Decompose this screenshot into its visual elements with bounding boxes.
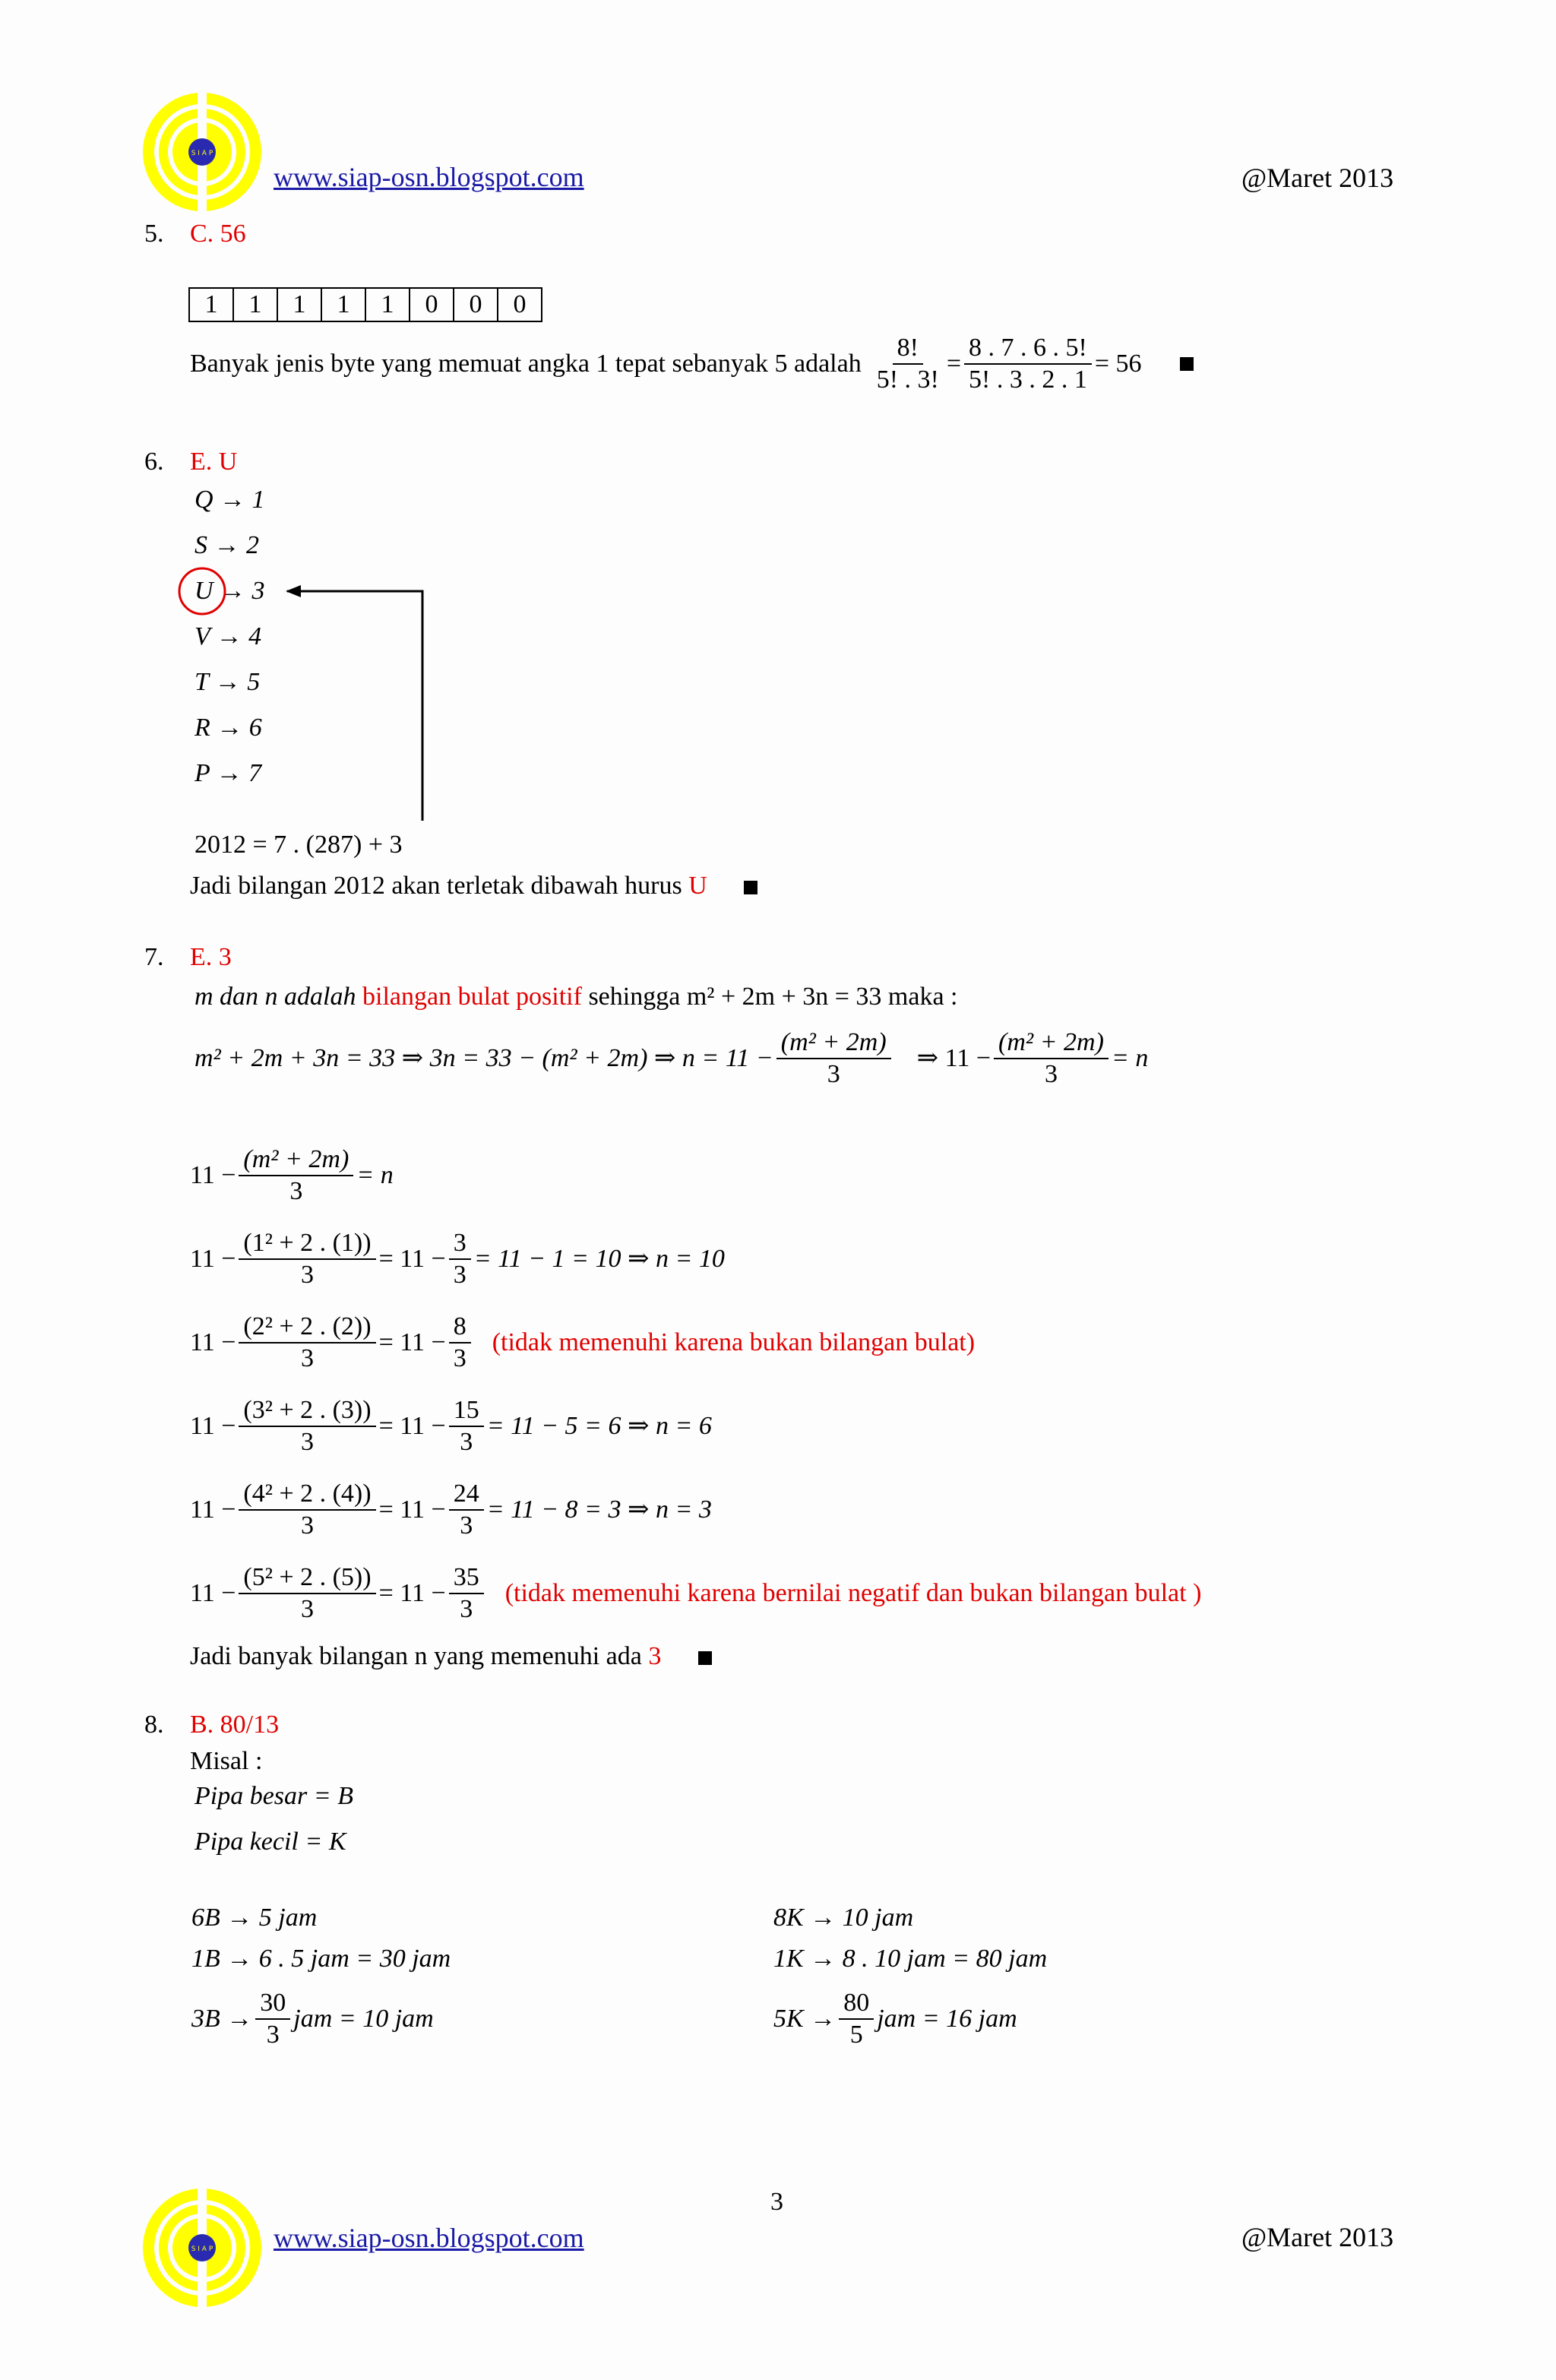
denominator: 3 (289, 1177, 303, 1205)
numerator: 15 (449, 1395, 484, 1427)
bit-cell: 0 (498, 288, 542, 321)
q8-misal: Misal : (190, 1747, 263, 1775)
q8-right-2: 1K → 8 . 10 jam = 80 jam (773, 1945, 1048, 1973)
q7-step-1-text: m² + 2m + 3n = 33 ⇒ 3n = 33 − (m² + 2m) ⇒ n = 11 − (194, 1044, 773, 1072)
q6-number: 6. (144, 448, 164, 476)
row-fraction (239, 1228, 375, 1290)
q5-f2-denominator: 5! . 3 . 2 . 1 (969, 366, 1087, 394)
row-result: = 11 − 5 = 6 ⇒ n = 6 (486, 1412, 712, 1440)
mapping-row: U → 3 (194, 577, 265, 605)
bit-cell: 1 (321, 288, 365, 321)
row-fraction (239, 1479, 375, 1541)
row-fraction (239, 1562, 375, 1625)
q5-f1-numerator: 8! (893, 333, 923, 365)
end-mark-icon (698, 1651, 712, 1665)
q8-left-2: 1B → 6 . 5 jam = 30 jam (191, 1945, 451, 1973)
numerator: (2² + 2 . (2)) (239, 1312, 375, 1343)
q6-answer: E. U (190, 448, 238, 476)
q6-conclusion (190, 871, 757, 901)
numerator: 3 (449, 1228, 471, 1260)
q8-answer: B. 80/13 (190, 1711, 280, 1739)
row-note: (tidak memenuhi karena bernilai negatif dan bukan bilangan bulat ) (504, 1579, 1202, 1607)
q7-number: 7. (144, 943, 164, 971)
denominator: 3 (460, 1428, 473, 1456)
byte-table (188, 287, 542, 322)
q7-base-equation (190, 1144, 394, 1207)
mapping-row: Q → 1 (194, 486, 265, 514)
row-fraction (239, 1312, 375, 1374)
denominator: 3 (266, 2021, 280, 2049)
q8-left-1: 6B → 5 jam (191, 1904, 318, 1932)
prefix: 3B → (191, 2005, 253, 2033)
row-fraction-2 (449, 1479, 484, 1541)
row-fraction-2 (449, 1312, 471, 1374)
mapping-row: P → 7 (194, 759, 262, 787)
header-link[interactable]: www.siap-osn.blogspot.com (274, 162, 584, 192)
q7-step-1-fraction-a (776, 1027, 891, 1090)
suffix: jam = 10 jam (293, 2005, 434, 2033)
numerator: (1² + 2 . (1)) (239, 1228, 375, 1260)
q7-step-1-mid: ⇒ 11 − (916, 1044, 991, 1072)
header-date: @Maret 2013 (1241, 163, 1394, 193)
row-prefix: 11 − (190, 1412, 236, 1440)
q7-step-1-end: = n (1111, 1044, 1149, 1072)
row-note: (tidak memenuhi karena bukan bilangan bulat) (492, 1328, 976, 1356)
q7-row-5 (190, 1562, 1201, 1625)
denominator: 3 (453, 1344, 466, 1372)
q7-row-2 (190, 1312, 975, 1374)
denominator: 3 (301, 1511, 314, 1540)
denominator: 3 (453, 1261, 466, 1289)
row-mid: = 11 − (378, 1579, 446, 1607)
mapping-row: T → 5 (194, 668, 261, 696)
denominator: 3 (1044, 1060, 1058, 1088)
denominator: 5 (849, 2021, 863, 2049)
end-mark-icon (1180, 357, 1194, 371)
row-prefix: 11 − (190, 1245, 236, 1273)
q7-conclusion-text: Jadi banyak bilangan n yang memenuhi ada (190, 1642, 642, 1670)
numerator: (3² + 2 . (3)) (239, 1395, 375, 1427)
q7-row-1 (190, 1228, 725, 1290)
q5-f1-denominator: 5! . 3! (876, 366, 939, 394)
denominator: 3 (301, 1428, 314, 1456)
q7-intro-b: sehingga m² + 2m + 3n = 33 maka : (588, 983, 958, 1011)
numerator: 30 (255, 1988, 290, 2020)
numerator: (m² + 2m) (776, 1027, 891, 1059)
q7-row-3 (190, 1395, 712, 1457)
numerator: (m² + 2m) (994, 1027, 1108, 1059)
q7-intro-highlight: bilangan bulat positif (362, 983, 582, 1011)
row-mid: = 11 − (378, 1328, 446, 1356)
q8-def-1: Pipa besar = B (194, 1782, 353, 1810)
suffix: jam = 16 jam (877, 2005, 1017, 2033)
row-mid: = 11 − (378, 1245, 446, 1273)
numerator: (5² + 2 . (5)) (239, 1562, 375, 1594)
bit-cell: 1 (277, 288, 321, 321)
base-fraction (239, 1144, 353, 1207)
bit-cell: 1 (233, 288, 277, 321)
bit-cell: 0 (410, 288, 454, 321)
mapping-row: V → 4 (194, 622, 262, 650)
q5-f2-numerator: 8 . 7 . 6 . 5! (964, 333, 1092, 365)
bit-cell: 0 (454, 288, 498, 321)
denominator: 3 (301, 1261, 314, 1289)
q5-number: 5. (144, 220, 164, 248)
row-fraction-2 (449, 1228, 471, 1290)
footer-date: @Maret 2013 (1241, 2222, 1394, 2252)
q7-row-4 (190, 1479, 712, 1541)
numerator: (m² + 2m) (239, 1144, 353, 1176)
mapping-row: R → 6 (194, 714, 262, 742)
q7-conclusion-answer: 3 (648, 1642, 662, 1670)
denominator: 3 (460, 1511, 473, 1540)
q8-def-2: Pipa kecil = K (194, 1828, 346, 1856)
svg-text:S I A P: S I A P (191, 2245, 213, 2253)
q8-left-3 (191, 1988, 434, 2050)
q7-step-1 (194, 1027, 1148, 1090)
page-number: 3 (770, 2188, 783, 2216)
row-prefix: 11 − (190, 1579, 236, 1607)
q5-text: Banyak jenis byte yang memuat angka 1 tepat sebanyak 5 adalah (190, 350, 862, 378)
end-mark-icon (744, 881, 757, 894)
row-result: = 11 − 1 = 10 ⇒ n = 10 (473, 1245, 725, 1273)
base-suffix: = n (356, 1161, 394, 1189)
logo-icon (141, 2187, 263, 2309)
row-mid: = 11 − (378, 1495, 446, 1524)
numerator: (4² + 2 . (4)) (239, 1479, 375, 1511)
q5-fraction-2 (964, 333, 1092, 395)
q6-conclusion-answer: U (688, 872, 707, 900)
logo-icon (141, 91, 263, 213)
q5-answer: C. 56 (190, 220, 246, 248)
q8-right-1: 8K → 10 jam (773, 1904, 914, 1932)
numerator: 24 (449, 1479, 484, 1511)
row-prefix: 11 − (190, 1328, 236, 1356)
mapping-row: S → 2 (194, 531, 259, 559)
q5-result: = 56 (1094, 350, 1142, 378)
numerator: 8 (449, 1312, 471, 1343)
base-prefix: 11 − (190, 1161, 236, 1189)
row-result: = 11 − 8 = 3 ⇒ n = 3 (486, 1495, 712, 1524)
footer-link[interactable]: www.siap-osn.blogspot.com (274, 2223, 584, 2253)
row-mid: = 11 − (378, 1412, 446, 1440)
row-fraction-2 (449, 1562, 484, 1625)
denominator: 3 (460, 1595, 473, 1623)
denominator: 3 (827, 1060, 840, 1088)
bit-cell: 1 (365, 288, 410, 321)
q5-fraction-1 (872, 333, 944, 395)
denominator: 3 (301, 1595, 314, 1623)
q8-number: 8. (144, 1711, 164, 1739)
numerator: 80 (839, 1988, 874, 2020)
fraction (255, 1988, 290, 2050)
q8-right-3 (773, 1988, 1017, 2050)
arrow-pointer-icon (175, 562, 433, 828)
q6-conclusion-text: Jadi bilangan 2012 akan terletak dibawah hurus (190, 872, 682, 900)
q6-equation: 2012 = 7 . (287) + 3 (194, 831, 403, 859)
q7-step-1-fraction-b (994, 1027, 1108, 1090)
row-fraction-2 (449, 1395, 484, 1457)
q7-conclusion (190, 1641, 712, 1672)
prefix: 5K → (773, 2005, 837, 2033)
svg-text:S I A P: S I A P (191, 150, 213, 157)
bit-cell: 1 (189, 288, 233, 321)
row-fraction (239, 1395, 375, 1457)
q5-statement: Banyak jenis byte yang memuat angka 1 tepat sebanyak 5 adalah $\frac{8!}{5! . 3!}$ = $\frac{8 . 7 . 6 . 5!}{5! . 3 . 2 . 1}$ = 56 (190, 333, 1194, 395)
q7-intro-a: m dan n adalah (194, 983, 356, 1011)
fraction (839, 1988, 874, 2050)
q7-intro (194, 982, 958, 1012)
denominator: 3 (301, 1344, 314, 1372)
q7-answer: E. 3 (190, 943, 232, 971)
numerator: 35 (449, 1562, 484, 1594)
row-prefix: 11 − (190, 1495, 236, 1524)
